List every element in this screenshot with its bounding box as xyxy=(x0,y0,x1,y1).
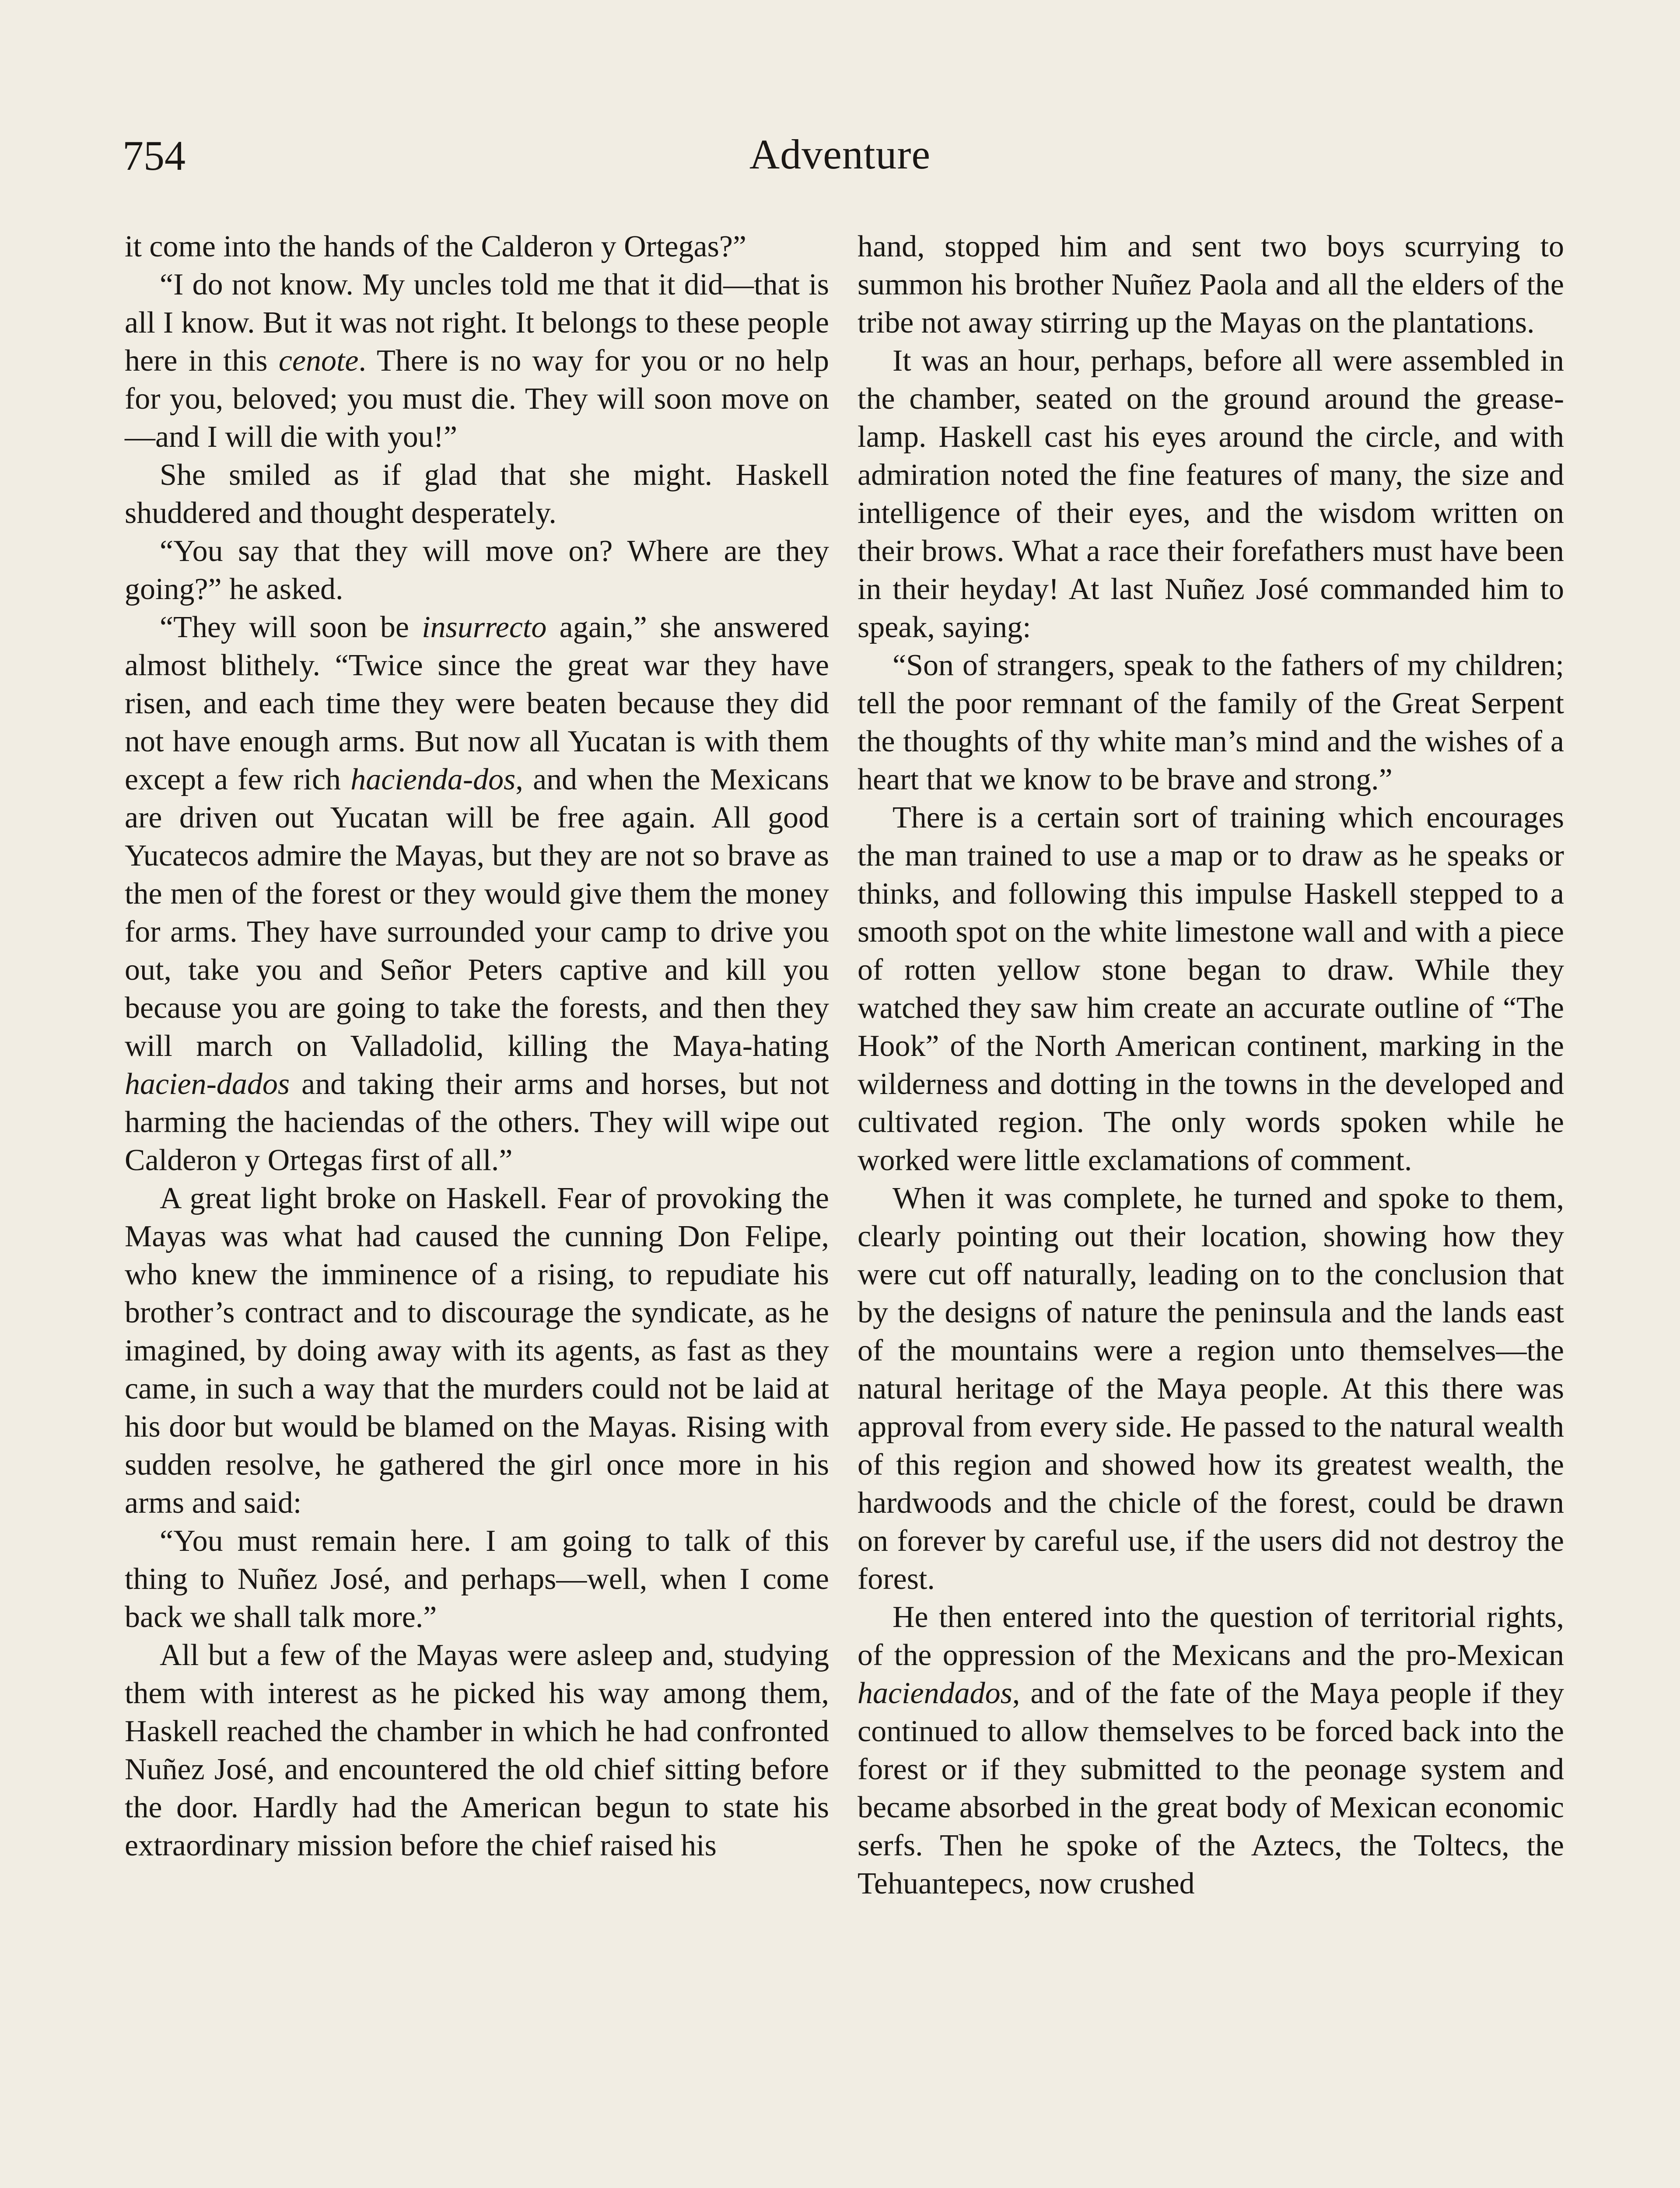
paragraph: It was an hour, perhaps, before all were assembled in the chamber, seated on the ground around the grease-lamp. Haskell cast his eyes around the circle, and with admiration noted the fine features of many, the size and intelligence of their eyes, and the wisdom written on their brows. What a race their forefathers must have been in their heyday! At last Nuñez José commanded him to speak, saying: xyxy=(858,344,1564,644)
paragraph: “You say that they will move on? Where are they going?” he asked. xyxy=(125,534,829,606)
paragraph: When it was complete, he turned and spoke to them, clearly pointing out their location, showing how they were cut off naturally, leading on to the conclusion that by the designs of nature the peninsula and the lands east of the mountains were a region unto themselves—the natural heritage of the Maya people. At this there was approval from every side. He passed to the natural wealth of this region and showed how its greatest wealth, the hardwoods and the chicle of the forest, could be drawn on forever by careful use, if the users did not destroy the forest. xyxy=(858,1182,1564,1596)
running-title: Adventure xyxy=(749,131,931,178)
paragraph: She smiled as if glad that she might. Haskell shuddered and thought desperately. xyxy=(125,458,829,530)
paragraph: hand, stopped him and sent two boys scurrying to summon his brother Nuñez Paola and all the elders of the tribe not away stirring up the Mayas on the plantations. xyxy=(858,230,1564,340)
page-number: 754 xyxy=(122,132,186,179)
paragraph: All but a few of the Mayas were asleep and, studying them with interest as he picked his way among them, Haskell reached the chamber in which he had confronted Nuñez José, and encountered the old chief sitting before the door. Hardly had the American begun to state his extraordinary mission before the chief raised his xyxy=(125,1638,829,1862)
paragraph: “You must remain here. I am going to talk of this thing to Nuñez José, and perhaps—well, when I come back we shall talk more.” xyxy=(125,1524,829,1634)
paragraph: A great light broke on Haskell. Fear of provoking the Mayas was what had caused the cunning Don Felipe, who knew the imminence of a rising, to repudiate his brother’s contract and to discourage the syndicate, as he imagined, by doing away with its agents, as fast as they came, in such a way that the murders could not be laid at his door but would be blamed on the Mayas. Rising with sudden resolve, he gathered the girl once more in his arms and said: xyxy=(125,1182,829,1520)
paragraph: “Son of strangers, speak to the fathers of my children; tell the poor remnant of the family of the Great Serpent the thoughts of thy white man’s mind and the wishes of a heart that we know to be brave and strong.” xyxy=(858,649,1564,796)
left-column xyxy=(125,228,829,1865)
right-column xyxy=(858,228,1564,1903)
paragraph: “They will soon be insurrecto again,” she answered almost blithely. “Twice since the great war they have risen, and each time they were beaten because they did not have enough arms. But now all Yucatan is with them except a few rich hacienda-dos, and when the Mexicans are driven out Yucatan will be free again. All good Yucatecos admire the Mayas, but they are not so brave as the men of the forest or they would give them the money for arms. They have surrounded your camp to drive you out, take you and Señor Peters captive and kill you because you are going to take the forests, and then they will march on Valladolid, killing the Maya-hating hacien-dados and taking their arms and horses, but not harming the haciendas of the others. They will wipe out Calderon y Ortegas first of all.” xyxy=(125,610,829,1177)
paragraph: it come into the hands of the Calderon y Ortegas?” xyxy=(125,230,746,263)
paragraph: There is a certain sort of training which encourages the man trained to use a map or to draw as he speaks or thinks, and following this impulse Haskell stepped to a smooth spot on the white limestone wall and with a piece of rotten yellow stone began to draw. While they watched they saw him create an accurate outline of “The Hook” of the North American continent, marking in the wilderness and dotting in the towns in the developed and cultivated region. The only words spoken while he worked were little exclamations of comment. xyxy=(858,801,1564,1177)
paragraph: “I do not know. My uncles told me that it did—that is all I know. But it was not right. It belongs to these people here in this cenote. There is no way for you or no help for you, beloved; you must die. They will soon move on—and I will die with you!” xyxy=(125,268,829,454)
paragraph: He then entered into the question of territorial rights, of the oppression of the Mexicans and the pro-Mexican haciendados, and of the fate of the Maya people if they continued to allow themselves to be forced back into the forest or if they submitted to the peonage system and became absorbed in the great body of Mexican economic serfs. Then he spoke of the Aztecs, the Toltecs, the Tehuantepecs, now crushed xyxy=(858,1600,1564,1900)
